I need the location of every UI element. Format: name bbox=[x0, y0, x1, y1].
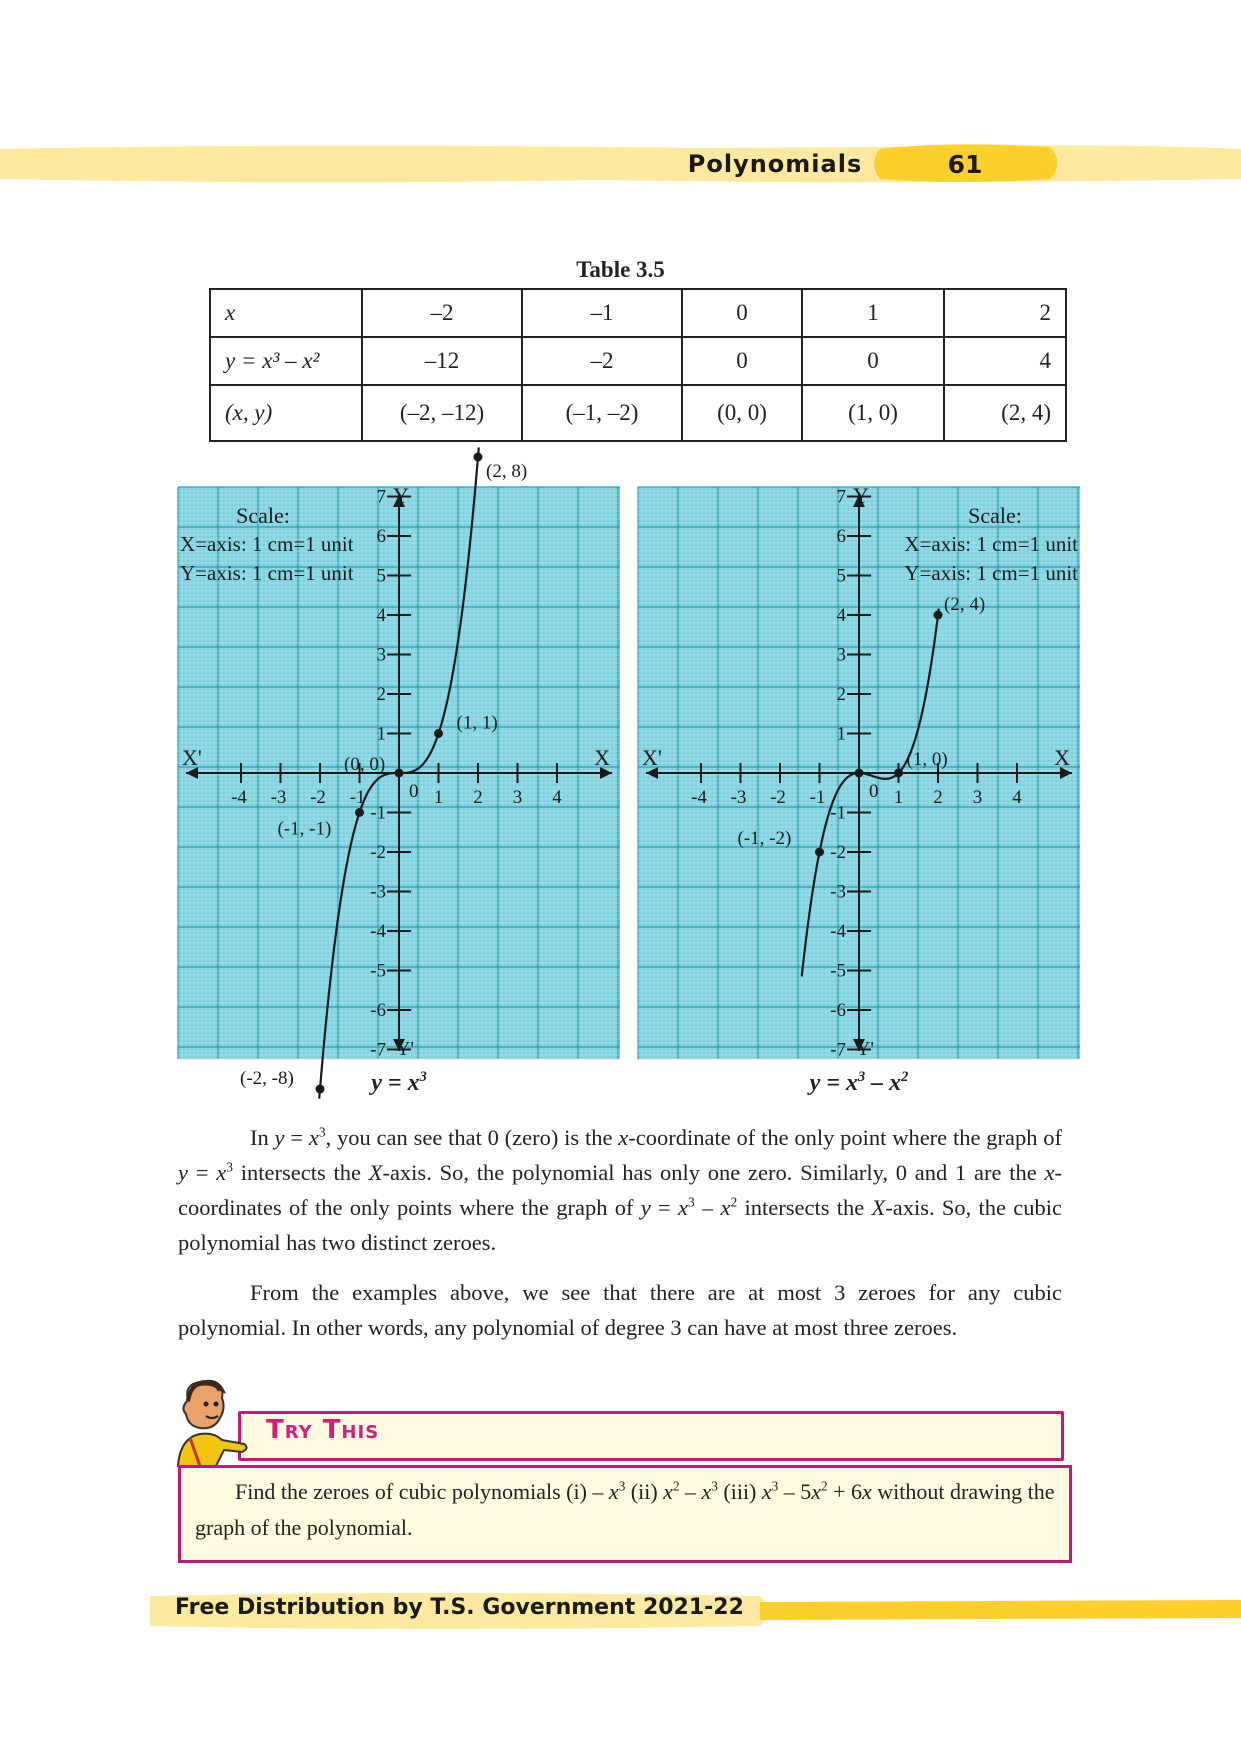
y-tick-label: -1 bbox=[830, 802, 846, 824]
exponent: 3 bbox=[318, 1124, 326, 1140]
table-row bbox=[210, 385, 1066, 441]
x-tick-label: -2 bbox=[770, 787, 786, 808]
text: , you can see that 0 (zero) is the bbox=[325, 1125, 619, 1150]
text: x bbox=[720, 1195, 731, 1220]
x-tick-label: -4 bbox=[231, 787, 247, 808]
point-label: (-2, -8) bbox=[240, 1068, 294, 1089]
scale-title: Scale: bbox=[968, 503, 1022, 528]
exponent: 3 bbox=[711, 1478, 718, 1494]
text: y bbox=[178, 1160, 188, 1185]
data-point bbox=[395, 769, 404, 778]
y-tick-label: 1 bbox=[836, 723, 846, 745]
x-tick-label: -3 bbox=[730, 787, 747, 808]
caption-exponent: 2 bbox=[901, 1069, 909, 1085]
paragraph-zeroes-explanation bbox=[178, 1120, 1062, 1260]
x-tick-label: -3 bbox=[270, 787, 287, 808]
point-label: (0, 0) bbox=[344, 754, 386, 775]
table-row bbox=[210, 289, 1066, 337]
text: -coordinate of the only point where the graph of bbox=[628, 1125, 1063, 1150]
x-tick-label: -1 bbox=[349, 787, 366, 808]
exponent: 3 bbox=[687, 1194, 695, 1210]
table-row bbox=[210, 337, 1066, 385]
table-cell: –12 bbox=[362, 337, 522, 385]
page-number: 61 bbox=[947, 150, 983, 179]
caption-text: – x bbox=[865, 1070, 902, 1096]
table-cell: (1, 0) bbox=[802, 385, 944, 441]
y-tick-label: -4 bbox=[370, 921, 386, 942]
y-tick-label: 5 bbox=[836, 565, 846, 587]
table-cell: (–1, –2) bbox=[522, 385, 682, 441]
text: without drawing the graph of the polynomial. bbox=[195, 1479, 1055, 1540]
table-cell: 0 bbox=[682, 337, 802, 385]
origin-label: 0 bbox=[869, 781, 879, 802]
y-tick-label: -3 bbox=[370, 881, 386, 903]
y-tick-label: 4 bbox=[836, 605, 846, 626]
y-tick-label: -4 bbox=[830, 921, 846, 942]
x-scale-text: X=axis: 1 cm=1 unit bbox=[904, 532, 1078, 556]
data-point bbox=[855, 769, 864, 778]
x-tick-label: 4 bbox=[552, 787, 562, 808]
y-tick-label: -5 bbox=[830, 960, 846, 982]
data-point bbox=[474, 453, 483, 462]
y-tick-label: -7 bbox=[830, 1039, 846, 1061]
text: x bbox=[677, 1195, 688, 1220]
text: – 5 bbox=[778, 1479, 812, 1504]
exponent: 2 bbox=[672, 1478, 680, 1494]
x-tick-label: 1 bbox=[893, 787, 904, 808]
header-band bbox=[0, 143, 1241, 185]
x-axis-label: X bbox=[1054, 745, 1070, 770]
table-cell: 2 bbox=[944, 289, 1066, 337]
y-tick-label: 2 bbox=[376, 684, 386, 705]
text: -axis. So, the polynomial has only one zero. Similarly, 0 and 1 are the bbox=[382, 1160, 1045, 1185]
try-this-title: Try This bbox=[266, 1415, 380, 1445]
table-cell: x bbox=[210, 289, 362, 337]
x-prime-axis-label: X' bbox=[642, 745, 662, 770]
text: intersects the bbox=[232, 1160, 369, 1185]
scale-title: Scale: bbox=[236, 503, 290, 528]
x-tick-label: 2 bbox=[933, 787, 943, 808]
y-tick-label: -7 bbox=[370, 1039, 386, 1061]
x-tick-label: 3 bbox=[512, 787, 523, 808]
x-scale-text: X=axis: 1 cm=1 unit bbox=[180, 532, 354, 556]
text: = bbox=[650, 1195, 678, 1220]
paragraph-at-most-three-zeroes bbox=[178, 1275, 1062, 1345]
values-table bbox=[209, 288, 1067, 442]
text: x bbox=[811, 1479, 822, 1504]
x-tick-label: 3 bbox=[972, 787, 983, 808]
y-tick-label: 5 bbox=[376, 565, 386, 587]
caption-exponent: 3 bbox=[857, 1069, 866, 1085]
y-axis-label: Y bbox=[393, 483, 409, 508]
text: – bbox=[694, 1195, 721, 1220]
text: -axis. So, the cubic polynomial has two distinct zeroes. bbox=[178, 1195, 1062, 1255]
text: y bbox=[640, 1195, 651, 1220]
point-label: (-1, -1) bbox=[277, 818, 332, 840]
caption-text: y = x bbox=[809, 1070, 858, 1096]
point-label: (1, 0) bbox=[906, 749, 948, 770]
y-tick-label: -6 bbox=[370, 1000, 386, 1021]
table-cell: –2 bbox=[522, 337, 682, 385]
point-label: (2, 8) bbox=[486, 461, 528, 482]
point-label: (2, 4) bbox=[944, 594, 986, 615]
y-tick-label: -1 bbox=[370, 802, 386, 824]
y-tick-label: -2 bbox=[370, 842, 386, 863]
x-tick-label: -2 bbox=[310, 787, 326, 808]
y-tick-label: 3 bbox=[376, 644, 386, 666]
table-cell: 0 bbox=[802, 337, 944, 385]
x-tick-label: -1 bbox=[809, 787, 826, 808]
text: In bbox=[250, 1125, 275, 1150]
x-prime-axis-label: X' bbox=[182, 745, 202, 770]
y-tick-label: 1 bbox=[376, 723, 386, 745]
exponent: 3 bbox=[618, 1478, 626, 1494]
exponent: 3 bbox=[771, 1478, 779, 1494]
table-cell: 1 bbox=[802, 289, 944, 337]
x-tick-label: 4 bbox=[1012, 787, 1022, 808]
text: x bbox=[761, 1479, 772, 1504]
data-point bbox=[355, 808, 364, 817]
table-cell: 0 bbox=[682, 289, 802, 337]
text: (iii) bbox=[717, 1479, 762, 1504]
text: + 6 bbox=[827, 1479, 863, 1504]
pointing-boy-icon bbox=[170, 1378, 250, 1468]
point-label: (-1, -2) bbox=[737, 828, 792, 849]
graph-canvas bbox=[638, 483, 1080, 1061]
table-cell: y = x³ – x² bbox=[210, 337, 362, 385]
table-cell: (2, 4) bbox=[944, 385, 1066, 441]
footer-text: Free Distribution by T.S. Government 2021-22 bbox=[175, 1595, 744, 1620]
text: x bbox=[608, 1479, 619, 1504]
table-cell: (–2, –12) bbox=[362, 385, 522, 441]
text: x bbox=[701, 1479, 712, 1504]
exponent: 2 bbox=[730, 1194, 738, 1210]
x-tick-label: 1 bbox=[433, 787, 444, 808]
y-prime-axis-label: Y' bbox=[855, 1038, 875, 1060]
text: y bbox=[274, 1125, 285, 1150]
text: x bbox=[663, 1479, 673, 1504]
text: x bbox=[618, 1125, 629, 1150]
y-tick-label: 7 bbox=[376, 486, 386, 508]
exponent: 3 bbox=[226, 1159, 233, 1175]
x-tick-label: -4 bbox=[691, 787, 707, 808]
text: = bbox=[284, 1125, 309, 1150]
y-tick-label: 6 bbox=[836, 526, 846, 547]
data-point bbox=[815, 848, 824, 857]
table-cell: 4 bbox=[944, 337, 1066, 385]
x-axis-label: X bbox=[594, 745, 610, 770]
text: x bbox=[308, 1125, 319, 1150]
table-cell: (x, y) bbox=[210, 385, 362, 441]
graph-y-equals-x-cubed-minus-x-squared bbox=[638, 483, 1080, 1061]
text: x bbox=[862, 1479, 872, 1504]
origin-label: 0 bbox=[409, 781, 419, 802]
data-point bbox=[894, 769, 903, 778]
y-axis-label: Y bbox=[853, 483, 869, 508]
y-tick-label: 2 bbox=[836, 684, 846, 705]
x-tick-label: 2 bbox=[473, 787, 483, 808]
text: (ii) bbox=[625, 1479, 664, 1504]
y-scale-text: Y=axis: 1 cm=1 unit bbox=[904, 561, 1078, 585]
y-tick-label: 4 bbox=[376, 605, 386, 626]
y-tick-label: -2 bbox=[830, 842, 846, 863]
page-title: Polynomials bbox=[687, 150, 863, 178]
y-tick-label: -5 bbox=[370, 960, 386, 982]
caption-exponent: 3 bbox=[419, 1069, 427, 1085]
y-scale-text: Y=axis: 1 cm=1 unit bbox=[180, 561, 354, 585]
y-tick-label: -6 bbox=[830, 1000, 846, 1021]
table-cell: (0, 0) bbox=[682, 385, 802, 441]
text: X bbox=[871, 1195, 886, 1220]
text: From the examples above, we see that there are at most 3 zeroes for any cubic polynomial. In other words, any polynomial of degree 3 can have at most three zeroes. bbox=[178, 1280, 1062, 1340]
exponent: 2 bbox=[821, 1478, 828, 1494]
table-cell: –1 bbox=[522, 289, 682, 337]
text: x bbox=[1044, 1160, 1055, 1185]
graph-caption-right bbox=[638, 1070, 1080, 1097]
text: = bbox=[188, 1160, 217, 1185]
try-this-body bbox=[178, 1465, 1072, 1563]
graph-caption-left bbox=[178, 1070, 620, 1097]
text: – bbox=[679, 1479, 702, 1504]
caption-text: y = x bbox=[371, 1070, 420, 1096]
table-cell: –2 bbox=[362, 289, 522, 337]
y-tick-label: -3 bbox=[830, 881, 846, 903]
y-prime-axis-label: Y' bbox=[395, 1038, 415, 1060]
data-point bbox=[434, 729, 443, 738]
table-caption: Table 3.5 bbox=[576, 257, 665, 282]
y-tick-label: 3 bbox=[836, 644, 846, 666]
text: -coordinates of the only points where the graph of bbox=[178, 1160, 1062, 1220]
text: intersects the bbox=[737, 1195, 872, 1220]
text: x bbox=[216, 1160, 227, 1185]
text: X bbox=[368, 1160, 383, 1185]
point-label: (1, 1) bbox=[456, 712, 498, 734]
y-tick-label: 6 bbox=[376, 526, 386, 547]
y-tick-label: 7 bbox=[836, 486, 846, 508]
data-point bbox=[934, 611, 943, 620]
text: Find the zeroes of cubic polynomials (i) – bbox=[235, 1479, 609, 1504]
